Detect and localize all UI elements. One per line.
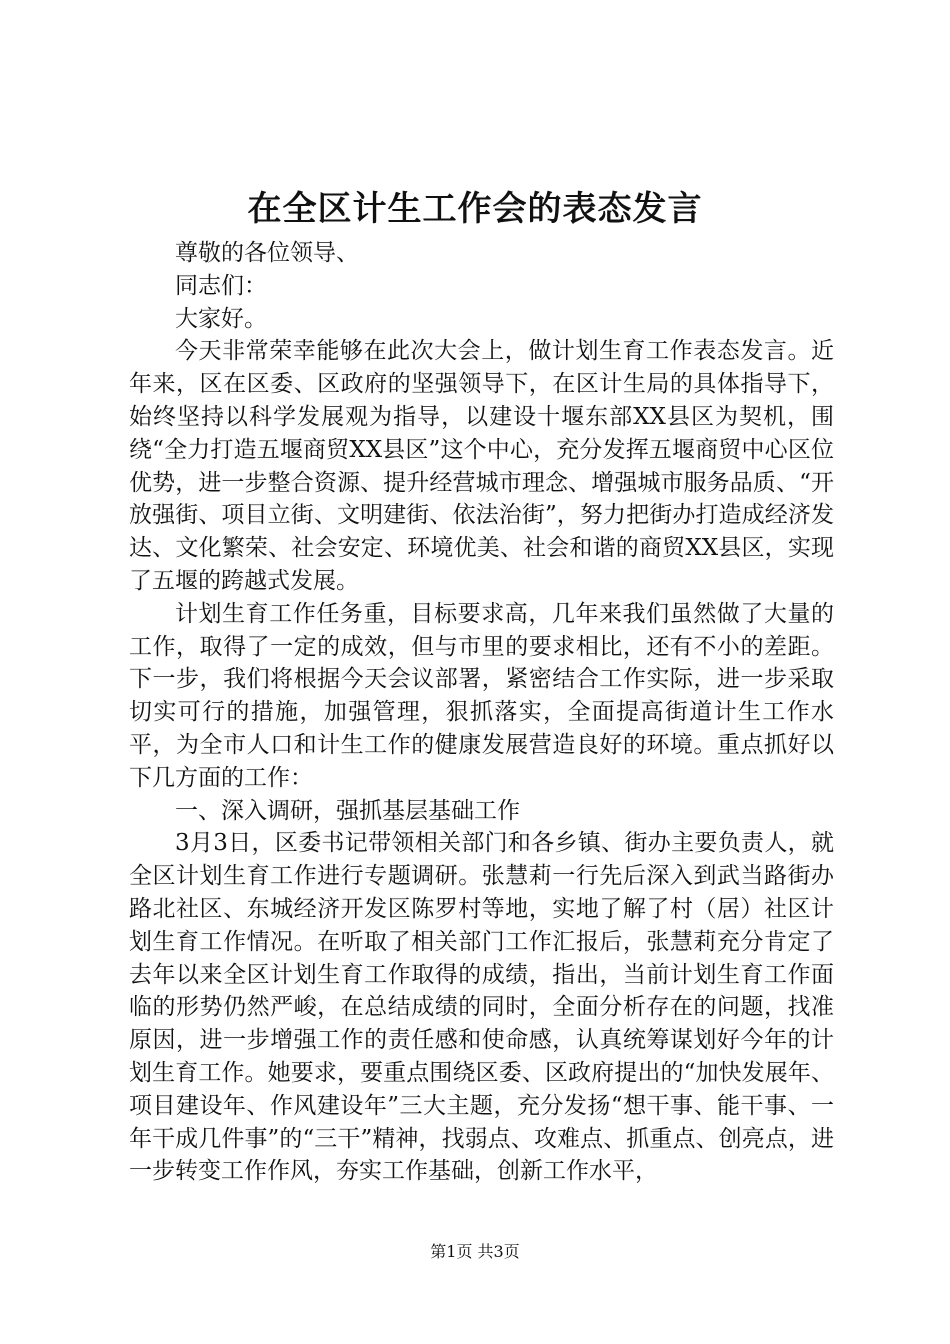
salutation-line-1: 尊敬的各位领导、	[175, 240, 359, 266]
body-paragraph: 今天非常荣幸能够在此次大会上，做计划生育工作表态发言。近年来，区在区委、区政府的坚强领导下，在区计生局的具体指导下，始终坚持以科学发展观为指导，以建设十堰东部XX县区为契机，围绕“全力打造五堰商贸XX县区”这个中心，充分发挥五堰商贸中心区位优势，进一步整合资源、提升经营城市理念、增强城市服务品质、“开放强街、项目立街、文明建街、依法治街”，努力把街办打造成经济发达、文化繁荣、社会安定、环境优美、社会和谐的商贸XX县区，实现了五堰的跨越式发展。	[129, 338, 834, 594]
section-heading: 一、深入调研，强抓基层基础工作	[175, 797, 520, 824]
greeting-line: 大家好。	[175, 305, 267, 332]
page-number-footer: 第1页 共3页	[430, 1242, 520, 1261]
body-paragraph: 3月3日，区委书记带领相关部门和各乡镇、街办主要负责人，就全区计划生育工作进行专题调研。张慧莉一行先后深入到武当路街办路北社区、东城经济开发区陈罗村等地，实地了解了村（居）社区计划生育工作情况。在听取了相关部门工作汇报后，张慧莉充分肯定了去年以来全区计划生育工作取得的成绩，指出，当前计划生育工作面临的形势仍然严峻，在总结成绩的同时，全面分析存在的问题，找准原因，进一步增强工作的责任感和使命感，认真统筹谋划好今年的计划生育工作。她要求，要重点围绕区委、区政府提出的“加快发展年、项目建设年、作风建设年”三大主题，充分发扬“想干事、能干事、一年干成几件事”的“三干”精神，找弱点、攻难点、抓重点、创亮点，进一步转变工作作风，夯实工作基础，创新工作水平，	[129, 830, 834, 1185]
salutation-line-2: 同志们：	[175, 272, 267, 299]
document-body	[129, 237, 834, 1188]
document-title: 在全区计生工作会的表态发言	[247, 189, 703, 229]
body-paragraph: 计划生育工作任务重，目标要求高，几年来我们虽然做了大量的工作，取得了一定的成效，但与市里的要求相比，还有不小的差距。下一步，我们将根据今天会议部署，紧密结合工作实际，进一步采取切实可行的措施，加强管理，狠抓落实，全面提高街道计生工作水平，为全市人口和计生工作的健康发展营造良好的环境。重点抓好以下几方面的工作：	[129, 600, 834, 791]
